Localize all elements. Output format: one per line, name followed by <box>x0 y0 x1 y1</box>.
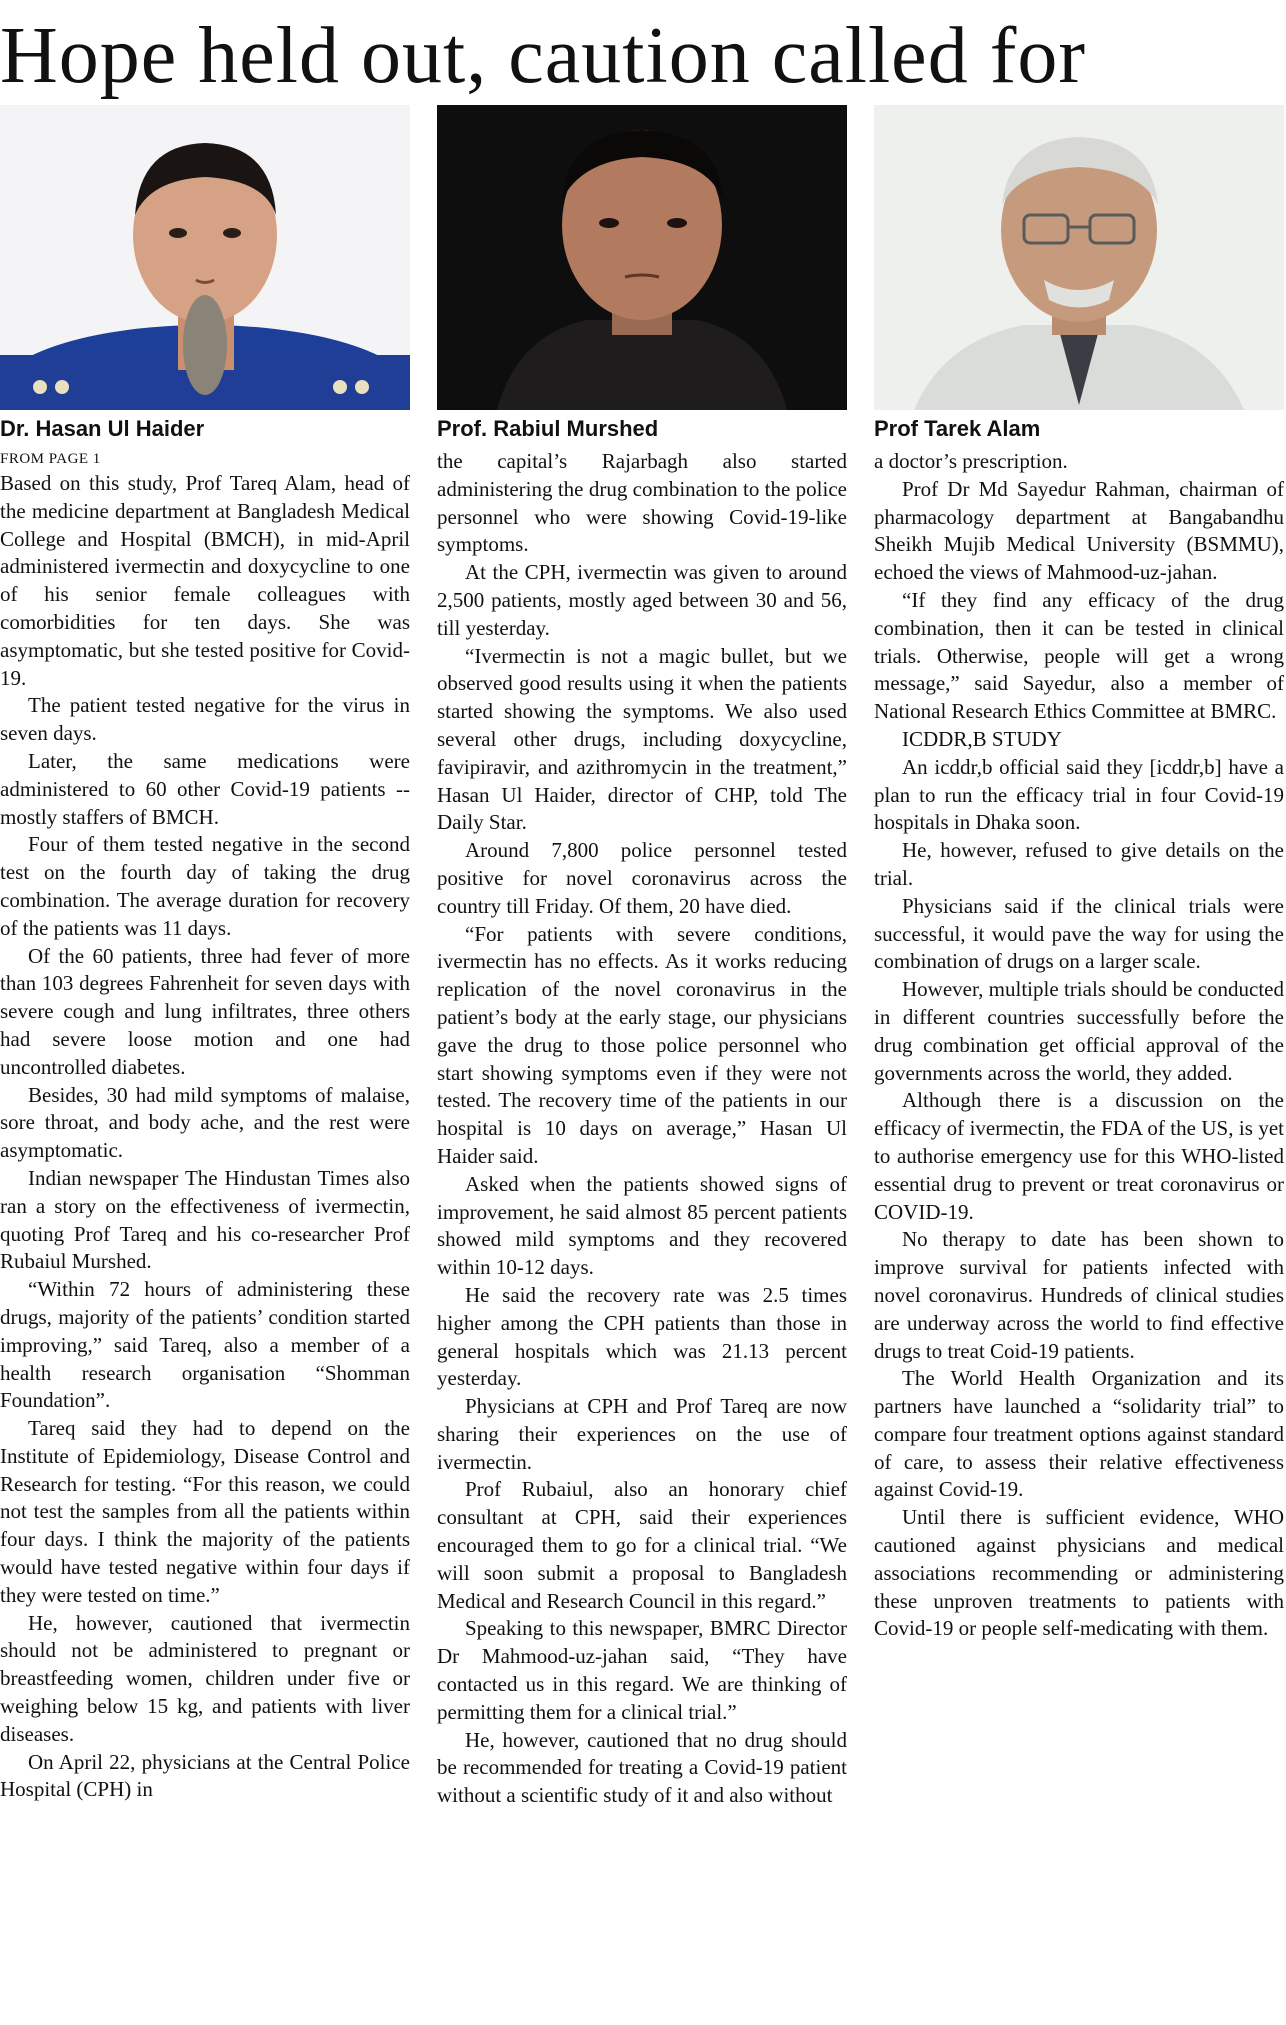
paragraph: Speaking to this newspaper, BMRC Director Dr Mahmood-uz-jahan said, “They have contacted us in this regard. We are thinking of permitting them for a clinical trial.” <box>437 1616 847 1724</box>
photo-caption: Prof Tarek Alam <box>874 416 1041 441</box>
article-column-1 <box>0 470 410 1804</box>
paragraph: Physicians said if the clinical trials were successful, it would pave the way for using the combination of drugs on a larger scale. <box>874 893 1284 974</box>
paragraph: Later, the same medications were administered to 60 other Covid-19 patients -- mostly staffers of BMCH. <box>0 748 410 829</box>
article-column-3 <box>874 448 1284 1643</box>
paragraph: He, however, refused to give details on the trial. <box>874 838 1284 890</box>
paragraph: “For patients with severe conditions, ivermectin has no effects. As it works reducing replication of the novel coronavirus in the patient’s body at the early stage, our physicians gave the drug to those police personnel who start showing symptoms even if they were not tested. The recovery time of the patients in our hospital is 10 days on average,” Hasan Ul Haider said. <box>437 921 847 1168</box>
photo-tarek-alam <box>874 105 1284 410</box>
paragraph: He, however, cautioned that no drug should be recommended for treating a Covid-19 patient without a scientific study of it and also without <box>437 1727 847 1808</box>
column-1 <box>0 105 410 1804</box>
paragraph: Based on this study, Prof Tareq Alam, head of the medicine department at Bangladesh Medical College and Hospital (BMCH), in mid-April administered ivermectin and doxycycline to one of his senior female colleagues with comorbidities for ten days. She was asymptomatic, but she tested positive for Covid-19. <box>0 471 410 690</box>
paragraph: a doctor’s prescription. <box>874 449 1068 473</box>
paragraph: Besides, 30 had mild symptoms of malaise, sore throat, and body ache, and the rest were asymptomatic. <box>0 1082 410 1163</box>
paragraph: “Within 72 hours of administering these drugs, majority of the patients’ condition started improving,” said Tareq, also a member of a health research organisation “Shomman Foundation”. <box>0 1277 410 1413</box>
paragraph: Tareq said they had to depend on the Institute of Epidemiology, Disease Control and Research for testing. “For this reason, we could not test the samples from all the patients within four days. I think the majority of the patients would have tested negative within four days if they were tested on time.” <box>0 1416 410 1607</box>
paragraph: Indian newspaper The Hindustan Times also ran a story on the effectiveness of ivermectin, quoting Prof Tareq and his co-researcher Prof Rubaiul Murshed. <box>0 1165 410 1274</box>
paragraph: “Ivermectin is not a magic bullet, but we observed good results using it when the patients started showing the symptoms. We also used several other drugs, including doxycycline, favipiravir, and azithromycin in the treatment,” Hasan Ul Haider, director of CHP, told The Daily Star. <box>437 643 847 835</box>
paragraph: “If they find any efficacy of the drug combination, then it can be tested in clinical trials. Otherwise, people will get a wrong message,” said Sayedur, also a member of National Research Ethics Committee at BMRC. <box>874 587 1284 724</box>
paragraph: The World Health Organization and its partners have launched a “solidarity trial” to compare four treatment options against standard of care, to assess their relative effectiveness against Covid-19. <box>874 1366 1284 1502</box>
photo-caption: Dr. Hasan Ul Haider <box>0 416 205 441</box>
subheading: ICDDR,B STUDY <box>902 726 1062 751</box>
kicker: FROM PAGE 1 <box>0 451 101 467</box>
photo-rabiul-murshed <box>437 105 847 410</box>
paragraph: Around 7,800 police personnel tested positive for novel coronavirus across the country till Friday. Of them, 20 have died. <box>437 838 847 918</box>
paragraph: An icddr,b official said they [icddr,b] have a plan to run the efficacy trial in four Covid-19 hospitals in Dhaka soon. <box>874 754 1284 835</box>
portrait-police-officer-icon <box>0 105 410 410</box>
photo-hasan-ul-haider <box>0 105 410 410</box>
paragraph: On April 22, physicians at the Central Police Hospital (CPH) in <box>0 1749 410 1802</box>
paragraph: Asked when the patients showed signs of improvement, he said almost 85 percent patients showed mild symptoms and they recovered within 10-12 days. <box>437 1171 847 1280</box>
paragraph: Prof Dr Md Sayedur Rahman, chairman of pharmacology department at Bangabandhu Sheikh Mujib Medical University (BSMMU), echoed the views of Mahmood-uz-jahan. <box>874 476 1284 585</box>
paragraph: Of the 60 patients, three had fever of more than 103 degrees Fahrenheit for seven days with severe cough and lung infiltrates, three others had severe loose motion and one had uncontrolled diabetes. <box>0 943 410 1079</box>
paragraph: Prof Rubaiul, also an honorary chief consultant at CPH, said their experiences encouraged them to go for a clinical trial. “We will soon submit a proposal to Bangladesh Medical and Research Council in this regard.” <box>437 1477 847 1613</box>
paragraph: At the CPH, ivermectin was given to around 2,500 patients, mostly aged between 30 and 56, till yesterday. <box>437 560 847 640</box>
paragraph: Four of them tested negative in the second test on the fourth day of taking the drug combination. The average duration for recovery of the patients was 11 days. <box>0 832 410 940</box>
article-column-2 <box>437 448 847 1810</box>
paragraph: The patient tested negative for the virus in seven days. <box>0 693 410 746</box>
paragraph: Although there is a discussion on the efficacy of ivermectin, the FDA of the US, is yet to authorise emergency use for this WHO-listed essential drug to prevent or treat coronavirus or COVID-19. <box>874 1088 1284 1224</box>
headline: Hope held out, caution called for <box>0 12 1086 100</box>
column-3 <box>874 105 1284 1643</box>
portrait-man-glasses-icon <box>874 105 1284 410</box>
paragraph: He, however, cautioned that ivermectin should not be administered to pregnant or breastfeeding women, children under five or weighing below 15 kg, and patients with liver diseases. <box>0 1610 410 1746</box>
column-2 <box>437 105 847 1810</box>
paragraph: Physicians at CPH and Prof Tareq are now sharing their experiences on the use of ivermectin. <box>437 1394 847 1474</box>
paragraph: However, multiple trials should be conducted in different countries successfully before the drug combination get official approval of the governments across the world, they added. <box>874 977 1284 1085</box>
paragraph: He said the recovery rate was 2.5 times higher among the CPH patients than those in general hospitals which was 21.13 percent yesterday. <box>437 1282 847 1391</box>
paragraph: the capital’s Rajarbagh also started administering the drug combination to the police personnel who were showing Covid-19-like symptoms. <box>437 449 847 557</box>
photo-caption: Prof. Rabiul Murshed <box>437 416 659 441</box>
paragraph: No therapy to date has been shown to improve survival for patients infected with novel coronavirus. Hundreds of clinical studies are underway across the world to find effective drugs to treat Coid-19 patients. <box>874 1227 1284 1363</box>
portrait-man-dark-shirt-icon <box>437 105 847 410</box>
paragraph: Until there is sufficient evidence, WHO cautioned against physicians and medical associations recommending or administering these unproven treatments to patients with Covid-19 or people self-medicating with them. <box>874 1505 1284 1641</box>
